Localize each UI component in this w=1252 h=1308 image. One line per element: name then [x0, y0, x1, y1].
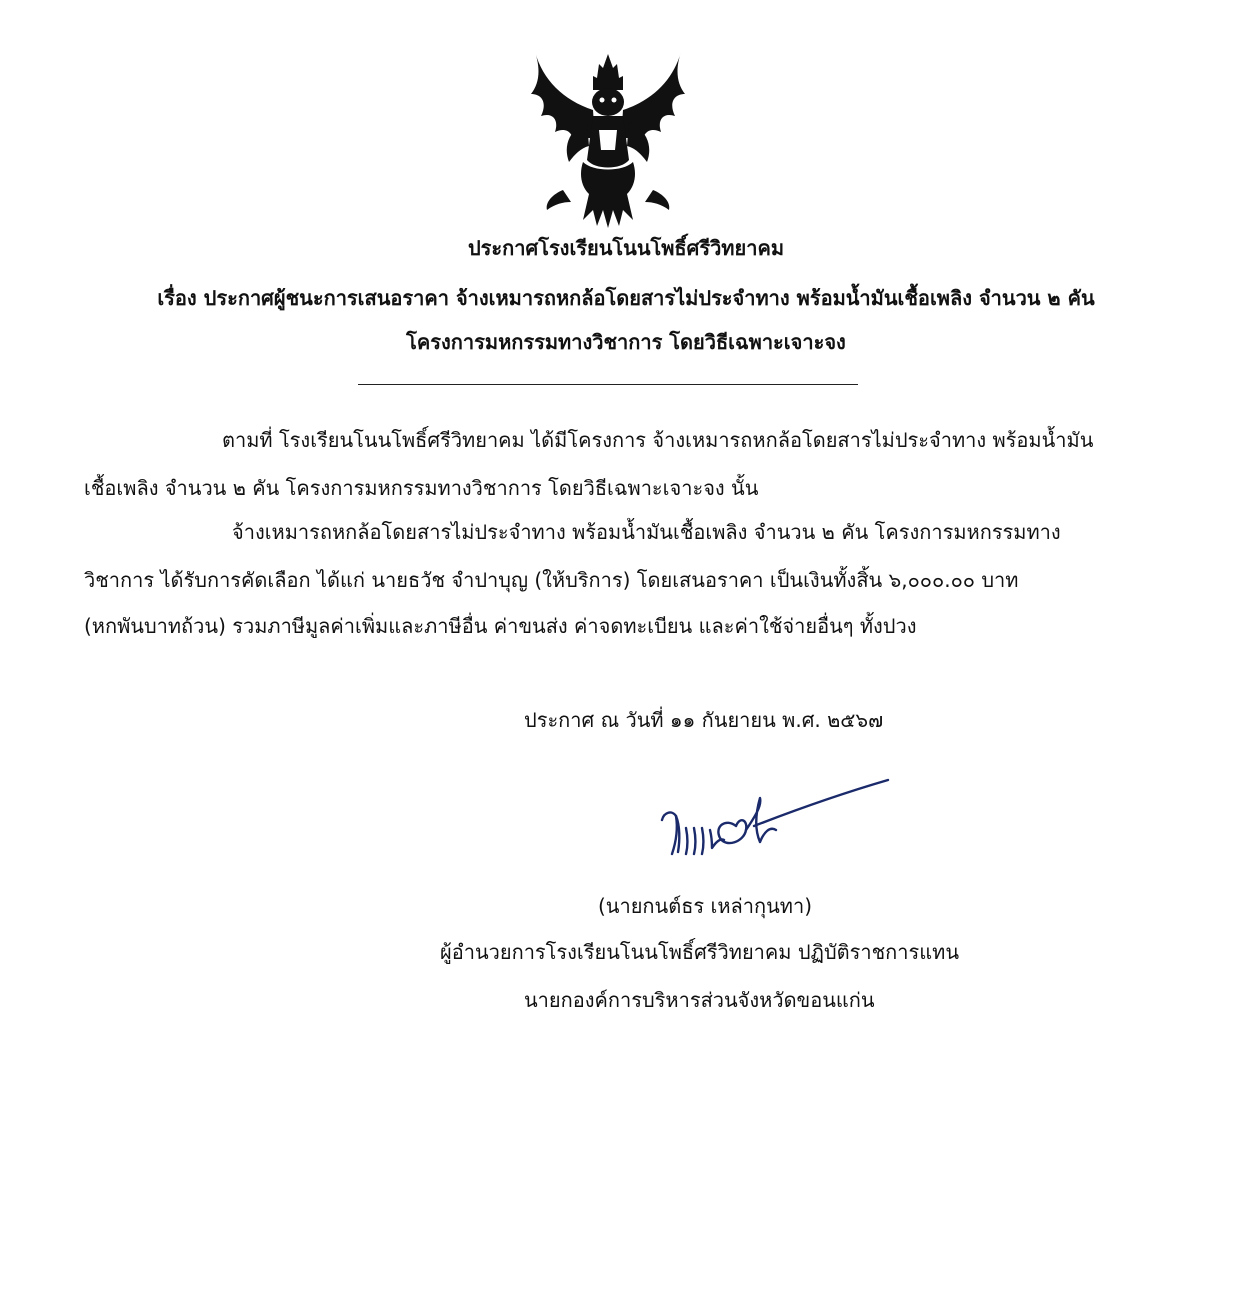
- paragraph2-line3: (หกพันบาทถ้วน) รวมภาษีมูลค่าเพิ่มและภาษีอื่น ค่าขนส่ง ค่าจดทะเบียน และค่าใช้จ่ายอื่นๆ ทั้งปวง: [84, 614, 917, 638]
- handwritten-signature: [650, 768, 895, 863]
- announcement-subject: เรื่อง ประกาศผู้ชนะการเสนอราคา จ้างเหมารถหกล้อโดยสารไม่ประจำทาง พร้อมน้ำมันเชื้อเพลิง จำนวน ๒ คัน: [157, 286, 1095, 310]
- announcement-organization-title: ประกาศโรงเรียนโนนโพธิ์ศรีวิทยาคม: [467, 236, 784, 260]
- header-divider: [358, 384, 858, 385]
- announcement-date: ประกาศ ณ วันที่ ๑๑ กันยายน พ.ศ. ๒๕๖๗: [524, 708, 884, 732]
- announcement-project: โครงการมหกรรมทางวิชาการ โดยวิธีเฉพาะเจาะจง: [406, 330, 846, 354]
- signatory-position-line1: ผู้อำนวยการโรงเรียนโนนโพธิ์ศรีวิทยาคม ปฏิบัติราชการแทน: [440, 940, 960, 964]
- paragraph1-line1: ตามที่ โรงเรียนโนนโพธิ์ศรีวิทยาคม ได้มีโครงการ จ้างเหมารถหกล้อโดยสารไม่ประจำทาง พร้อมน้ำมัน: [222, 428, 1094, 452]
- paragraph2-line2: วิชาการ ได้รับการคัดเลือก ได้แก่ นายธวัช จำปาบุญ (ให้บริการ) โดยเสนอราคา เป็นเงินทั้งสิ้น ๖,๐๐๐.๐๐ บาท: [84, 568, 1019, 592]
- signatory-name: (นายกนต์ธร เหล่ากุนทา): [598, 894, 813, 918]
- garuda-emblem-icon: [523, 50, 693, 230]
- signatory-position-line2: นายกองค์การบริหารส่วนจังหวัดขอนแก่น: [524, 988, 875, 1012]
- paragraph2-line1: จ้างเหมารถหกล้อโดยสารไม่ประจำทาง พร้อมน้ำมันเชื้อเพลิง จำนวน ๒ คัน โครงการมหกรรมทาง: [232, 520, 1061, 544]
- paragraph1-line2: เชื้อเพลิง จำนวน ๒ คัน โครงการมหกรรมทางวิชาการ โดยวิธีเฉพาะเจาะจง นั้น: [84, 476, 759, 500]
